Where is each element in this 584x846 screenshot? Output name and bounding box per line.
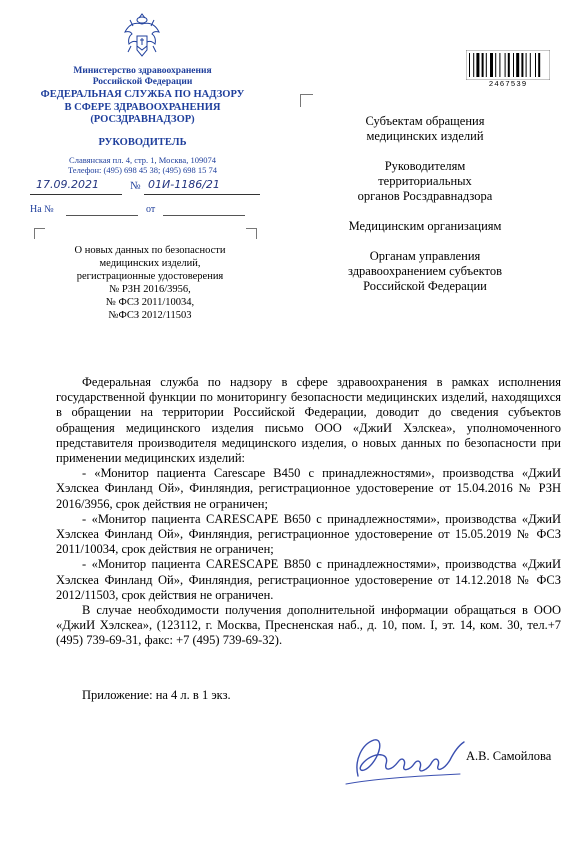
recipient-group: Руководителям территориальных органов Росздравнадзора — [357, 159, 493, 203]
subject-block: О новых данных по безопасности медицинских изделий, регистрационные удостоверения № РЗН 2016/3956, № ФСЗ 2011/10034, №ФСЗ 2012/11503 — [74, 245, 226, 321]
outgoing-date-number — [30, 180, 350, 196]
signer-name: А.В. Самойлова — [466, 749, 552, 763]
barcode-number: 2467539 — [488, 81, 528, 89]
ref-number-label: На № — [30, 204, 54, 215]
service-name: ФЕДЕРАЛЬНАЯ СЛУЖБА ПО НАДЗОРУ В СФЕРЕ ЗДРАВООХРАНЕНИЯ (РОСЗДРАВНАДЗОР) — [40, 89, 245, 125]
body-item: - «Монитор пациента CARESCAPE B850 с принадлежностями», производства «ДжиИ Хэлскеа Финланд Ой», Финляндия, регистрационное удостоверение от 14.12.2018 № ФСЗ 2012/11503, срок действия не ограничен. — [56, 557, 561, 602]
body-item: - «Монитор пациента Carescape B450 с принадлежностями», производства «ДжиИ Хэлскеа Финланд Ой», Финляндия, регистрационное удостоверение от 15.04.2016 № РЗН 2016/3956, срок действия не ограничен; — [56, 466, 561, 511]
recipient-group: Медицинским организациям — [348, 219, 502, 233]
ref-from-label: от — [146, 204, 156, 215]
recipient-group: Субъектам обращения медицинских изделий — [365, 114, 485, 143]
body-item: - «Монитор пациента CARESCAPE B650 с принадлежностями», производства «ДжиИ Хэлскеа Финланд Ой», Финляндия, регистрационное удостоверение от 15.05.2019 № ФСЗ 2011/10034, срок действия не ограничен; — [56, 511, 561, 557]
body-intro: Федеральная служба по надзору в сфере здравоохранения в рамках исполнения государственной функции по мониторингу безопасности медицинских изделий, находящихся в обращении на территории Российской Федерации, доводит до сведения субъектов обращения медицинского изделия письмо ООО «ДжиИ Хэлскеа», уполномоченного представителя производителя медицинского изделия, о новых данных по безопасности при применении медицинских изделий: — [56, 375, 561, 466]
letter-body — [56, 375, 561, 649]
recipients-block — [320, 114, 530, 309]
outgoing-number: 01И-1186/21 — [148, 178, 220, 191]
corner-mark — [246, 228, 257, 239]
ministry-name: Министерство здравоохранения Российской Федерации — [73, 66, 212, 87]
number-label: № — [130, 180, 141, 192]
ref-number-underline — [66, 215, 138, 216]
address-block: Славянская пл. 4, стр. 1, Москва, 109074 Телефон: (495) 698 45 38; (495) 698 15 74 — [67, 155, 218, 175]
attachment-note: Приложение: на 4 л. в 1 экз. — [82, 688, 231, 702]
corner-mark — [300, 94, 313, 107]
recipient-group: Органам управления здравоохранением субъектов Российской Федерации — [347, 249, 502, 293]
body-contact: В случае необходимости получения дополнительной информации обращаться в ООО «ДжиИ Хэлскеа», (123112, г. Москва, Пресненская наб., д. 10, пом. I, эт. 14, ком. 30, тел.+7 (495) 739-69-31, факс: +7 (495) 739-69-32). — [56, 603, 561, 648]
number-underline — [144, 194, 260, 195]
corner-mark — [34, 228, 45, 239]
head-title: РУКОВОДИТЕЛЬ — [98, 137, 187, 148]
barcode — [466, 50, 550, 80]
ref-date-underline — [163, 215, 245, 216]
reference-line — [30, 204, 260, 220]
outgoing-date: 17.09.2021 — [36, 178, 99, 191]
coat-of-arms-emblem — [123, 12, 161, 58]
date-underline — [30, 194, 122, 195]
